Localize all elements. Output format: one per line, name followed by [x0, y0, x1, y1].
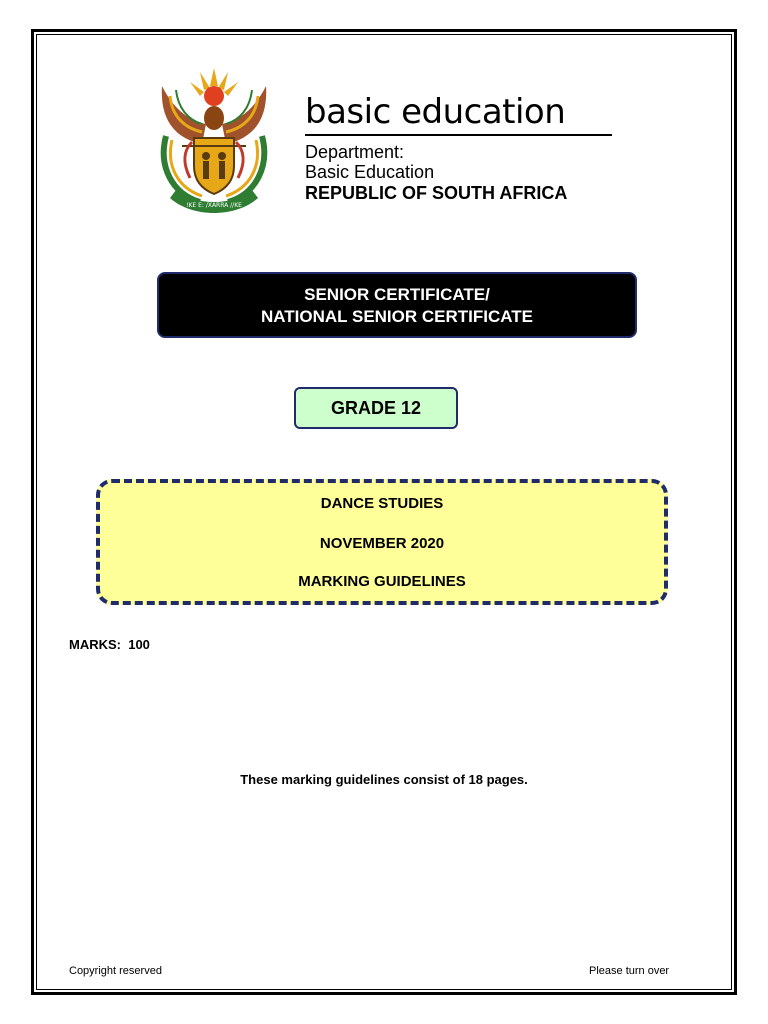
department-name: Basic Education — [305, 162, 435, 182]
subject-name: DANCE STUDIES — [320, 495, 444, 512]
subject-panel — [96, 479, 668, 605]
certificate-banner — [157, 272, 637, 338]
grade-badge: GRADE 12 — [294, 387, 458, 429]
turn-over-notice: Please turn over — [589, 965, 670, 977]
sun-rays-icon — [190, 68, 238, 106]
certificate-line-1: SENIOR CERTIFICATE/ — [304, 285, 490, 304]
country-name: REPUBLIC OF SOUTH AFRICA — [305, 183, 568, 203]
coat-of-arms-logo — [152, 66, 276, 218]
department-label: Department: — [305, 142, 405, 162]
motto-text: !KE E: /XARRA //KE — [186, 202, 242, 209]
total-marks: MARKS: 100 — [69, 637, 150, 652]
document-type: MARKING GUIDELINES — [298, 573, 466, 590]
certificate-line-2: NATIONAL SENIOR CERTIFICATE — [261, 307, 533, 326]
page-count-note: These marking guidelines consist of 18 pages. — [240, 772, 528, 787]
header-divider — [305, 134, 612, 136]
brand-title: basic education — [305, 92, 566, 132]
exam-session: NOVEMBER 2020 — [319, 535, 445, 552]
copyright-notice: Copyright reserved — [69, 965, 162, 977]
